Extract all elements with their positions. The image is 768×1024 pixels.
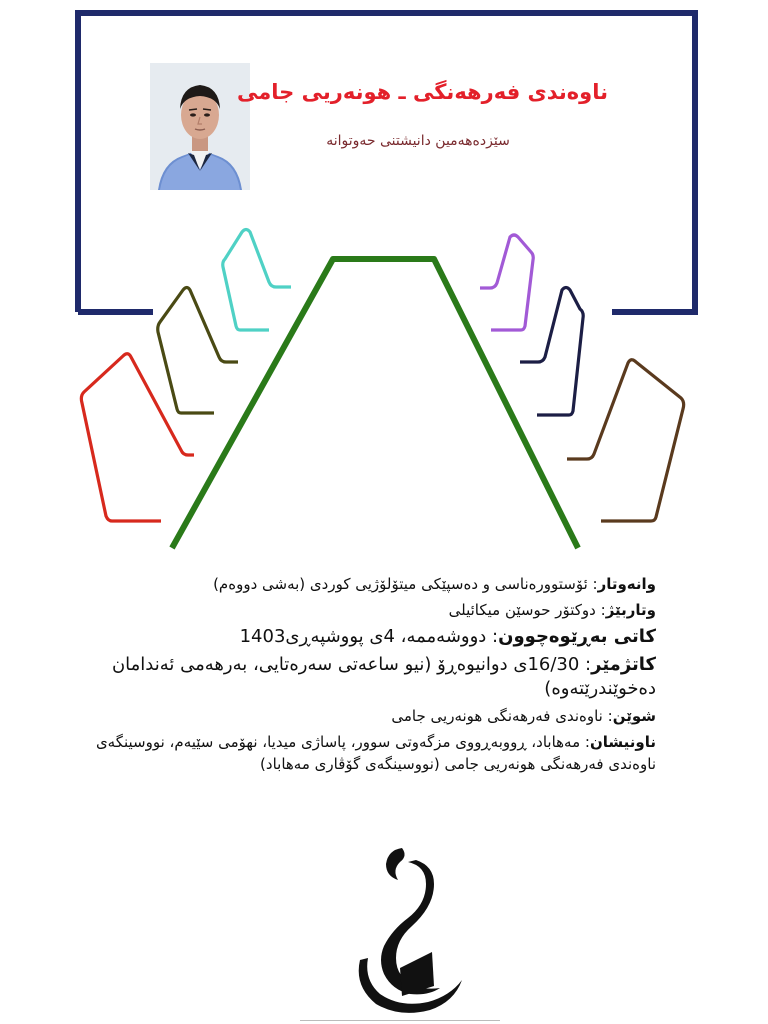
address-value: مەهاباد، ڕووبەڕووی مزگەوتی سوور، پاساژی میدیا، نهۆمی سێیەم، نووسینگەی ناوەندی فەرهەنگی هونەریی جامی (نووسینگەی گۆڤاری مەهاباد) xyxy=(95,733,656,773)
chair-teal xyxy=(223,230,291,331)
speaker-value: دوکتۆر حوسێن میکائیلی xyxy=(448,601,596,619)
speaker-label: وتاربێژ xyxy=(605,601,656,619)
address-row xyxy=(56,731,656,775)
speaker-colon: : xyxy=(595,601,606,619)
speaker-row xyxy=(56,599,656,621)
place-label: شوێن xyxy=(612,707,656,725)
address-colon: : xyxy=(580,733,590,751)
time-colon: : xyxy=(579,654,592,675)
chair-purple xyxy=(480,235,533,330)
topic-label: وانەوتار xyxy=(597,575,656,593)
logo-underline xyxy=(300,1020,500,1021)
date-colon: : xyxy=(486,626,499,647)
time-label: کاتژمێر xyxy=(591,654,656,675)
topic-colon: : xyxy=(587,575,598,593)
time-row xyxy=(56,653,656,701)
place-colon: : xyxy=(602,707,613,725)
chair-brown xyxy=(567,360,684,521)
place-value: ناوەندی فەرهەنگی هونەریی جامی xyxy=(391,707,603,725)
date-row xyxy=(56,625,656,649)
time-value: 16/30ی دوانیوەڕۆ (نیو ساعەتی سەرەتایی، بەرهەمی ئەندامان دەخوێندرێتەوە) xyxy=(111,654,656,699)
conference-table xyxy=(172,259,578,548)
topic-row xyxy=(56,573,656,595)
place-row xyxy=(56,705,656,727)
date-label: کاتی بەڕێوەچوون xyxy=(498,626,656,647)
session-subtitle: سێزدەهەمین دانیشتنی حەوتوانە xyxy=(326,133,510,149)
chair-red xyxy=(81,354,194,521)
speaker-portrait-icon xyxy=(150,63,250,190)
chair-navy xyxy=(520,288,583,416)
center-title: ناوەندی فەرهەنگی ـ هونەریی جامی xyxy=(237,80,608,104)
address-label: ناونیشان xyxy=(589,733,656,751)
topic-value: ئۆستوورەناسی و دەسپێکی میتۆلۆژیی کوردی (بەشی دووەم) xyxy=(213,575,588,593)
event-details xyxy=(56,573,656,779)
chair-olive xyxy=(158,288,238,414)
speaker-photo xyxy=(150,63,250,190)
date-value: دووشەممە، 4ی پووشپەڕی1403 xyxy=(239,626,487,647)
jami-logo-icon xyxy=(330,840,470,1015)
